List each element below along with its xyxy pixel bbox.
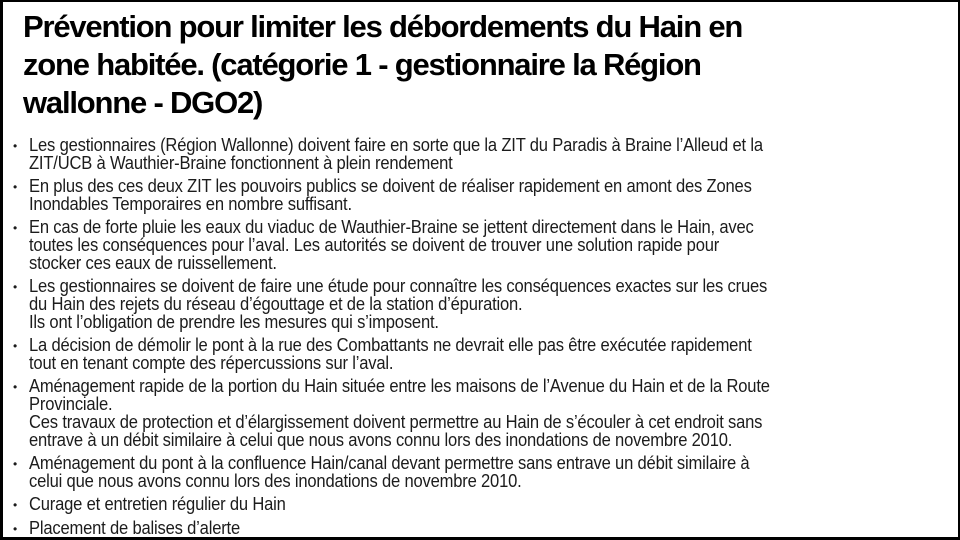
bullet-icon: • — [13, 139, 18, 153]
bullet-line: Les gestionnaires se doivent de faire une étude pour connaître les conséquences exactes sur les crues — [29, 276, 768, 296]
title-line: Prévention pour limiter les débordements du Hain en — [23, 9, 743, 44]
bullet-icon: • — [13, 380, 18, 394]
bullet-line: Aménagement du pont à la confluence Hain/canal devant permettre sans entrave un débit similaire à — [29, 453, 750, 473]
bullet-icon: • — [13, 498, 18, 512]
bullet-icon: • — [13, 280, 18, 294]
bullet-line: En plus des ces deux ZIT les pouvoirs publics se doivent de réaliser rapidement en amont des Zones — [29, 176, 752, 196]
bullet-line: tout en tenant compte des répercussions sur l’aval. — [29, 353, 394, 373]
bullet-icon: • — [13, 522, 18, 536]
bullet-text — [29, 377, 958, 449]
title-line: zone habitée. (catégorie 1 - gestionnaire la Région — [23, 47, 701, 82]
list-item — [13, 336, 958, 372]
bullet-line: Provinciale. — [29, 394, 113, 414]
bullet-text — [29, 519, 958, 537]
bullet-line: Placement de balises d’alerte — [29, 518, 240, 538]
bullet-text — [29, 454, 958, 490]
list-item — [13, 519, 958, 538]
bullet-icon: • — [13, 457, 18, 471]
bullet-line: La décision de démolir le pont à la rue des Combattants ne devrait elle pas être exécutée rapidement — [29, 335, 752, 355]
list-item — [13, 377, 958, 449]
bullet-line: En cas de forte pluie les eaux du viaduc de Wauthier-Braine se jettent directement dans le Hain, avec — [29, 217, 754, 237]
slide-title — [3, 2, 958, 122]
bullet-line: entrave à un débit similaire à celui que nous avons connu lors des inondations de novembre 2010. — [29, 430, 733, 450]
bullet-line: toutes les conséquences pour l’aval. Les autorités se doivent de trouver une solution rapide pour — [29, 235, 720, 255]
bullet-line: Ils ont l’obligation de prendre les mesures qui s’imposent. — [29, 312, 439, 332]
list-item — [13, 136, 958, 172]
bullet-line: du Hain des rejets du réseau d’égouttage et de la station d’épuration. — [29, 294, 523, 314]
list-item — [13, 177, 958, 213]
bullet-icon: • — [13, 180, 18, 194]
bullet-line: Ces travaux de protection et d’élargissement doivent permettre au Hain de s’écouler à cet endroit sans — [29, 412, 763, 432]
bullet-list — [3, 136, 958, 538]
bullet-text — [29, 177, 958, 213]
list-item — [13, 454, 958, 490]
list-item — [13, 218, 958, 272]
bullet-line: Inondables Temporaires en nombre suffisant. — [29, 194, 352, 214]
bullet-text — [29, 218, 958, 272]
bullet-line: Curage et entretien régulier du Hain — [29, 494, 286, 514]
title-line: wallonne - DGO2) — [23, 85, 263, 120]
bullet-line: celui que nous avons connu lors des inondations de novembre 2010. — [29, 471, 522, 491]
bullet-text — [29, 277, 958, 331]
bullet-line: Aménagement rapide de la portion du Hain située entre les maisons de l’Avenue du Hain et de la Route — [29, 376, 770, 396]
list-item — [13, 277, 958, 331]
bullet-text — [29, 336, 958, 372]
bullet-text — [29, 495, 958, 513]
bullet-icon: • — [13, 221, 18, 235]
bullet-icon: • — [13, 339, 18, 353]
list-item — [13, 495, 958, 514]
bullet-line: Les gestionnaires (Région Wallonne) doivent faire en sorte que la ZIT du Paradis à Braine l’Alleud et la — [29, 135, 763, 155]
bullet-line: ZIT/UCB à Wauthier-Braine fonctionnent à plein rendement — [29, 153, 453, 173]
bullet-line: stocker ces eaux de ruissellement. — [29, 253, 277, 273]
bullet-text — [29, 136, 958, 172]
